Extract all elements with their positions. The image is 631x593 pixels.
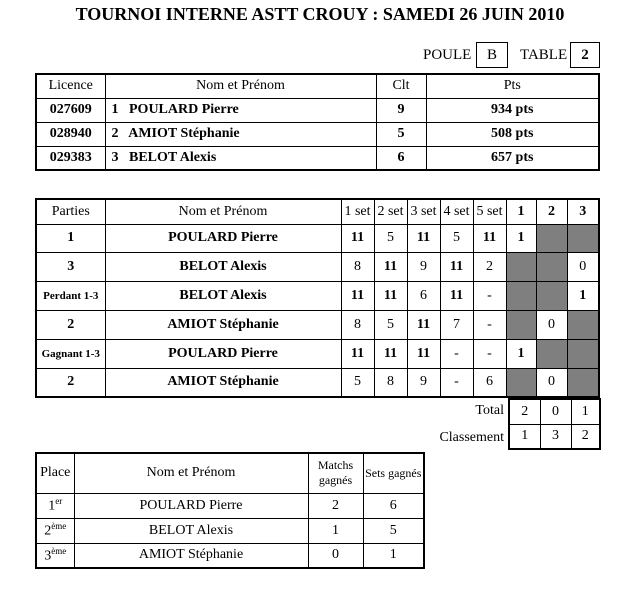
set-score: 11 (341, 224, 374, 252)
set-score: 11 (407, 310, 440, 339)
total-label: Total (475, 403, 504, 418)
match-row (36, 252, 599, 281)
header-set2: 2 set (374, 199, 407, 224)
header-col2: 2 (536, 199, 567, 224)
header-set4: 4 set (440, 199, 473, 224)
ranking-player: BELOT Alexis (74, 518, 308, 543)
set-score: 8 (341, 252, 374, 281)
set-score: 11 (374, 281, 407, 310)
set-score: 11 (407, 339, 440, 368)
set-score: 5 (374, 310, 407, 339)
set-score: 8 (341, 310, 374, 339)
set-score: 11 (440, 281, 473, 310)
set-score: 5 (374, 224, 407, 252)
set-score: 11 (407, 224, 440, 252)
header-set3: 3 set (407, 199, 440, 224)
table-label: TABLE (520, 47, 568, 63)
sets-gagnes: 6 (363, 493, 424, 518)
match-player: AMIOT Stéphanie (105, 310, 341, 339)
set-score: 9 (407, 252, 440, 281)
result-cell-blocked (536, 252, 567, 281)
table-value: 2 (570, 42, 600, 68)
pts: 508 pts (426, 122, 599, 146)
result-cell-blocked (506, 310, 536, 339)
set-score: - (473, 339, 506, 368)
set-score: 11 (341, 339, 374, 368)
result-cell-blocked (567, 368, 599, 397)
ranking-row (36, 493, 424, 518)
match-row (36, 310, 599, 339)
result-cell-blocked (567, 310, 599, 339)
place: 3ème (36, 543, 74, 568)
party-label: Gagnant 1-3 (36, 339, 105, 368)
header-clt: Clt (376, 74, 426, 98)
set-score: 7 (440, 310, 473, 339)
pts: 934 pts (426, 98, 599, 122)
header-place: Place (36, 453, 74, 493)
poule-value: B (476, 42, 508, 68)
header-parties: Parties (36, 199, 105, 224)
matchs-gagnes: 2 (308, 493, 363, 518)
total-value: 0 (540, 399, 571, 424)
header-nom: Nom et Prénom (105, 74, 376, 98)
classement-value: 2 (571, 424, 600, 449)
total-value: 1 (571, 399, 600, 424)
party-label: 2 (36, 368, 105, 397)
header-nom: Nom et Prénom (74, 453, 308, 493)
match-row (36, 368, 599, 397)
set-score: 9 (407, 368, 440, 397)
set-score: - (440, 368, 473, 397)
licence: 028940 (36, 122, 105, 146)
match-player: BELOT Alexis (105, 252, 341, 281)
party-label: 1 (36, 224, 105, 252)
match-row (36, 281, 599, 310)
party-label: 2 (36, 310, 105, 339)
result-cell-blocked (567, 224, 599, 252)
set-score: 11 (473, 224, 506, 252)
player-name: 1 POULARD Pierre (105, 98, 376, 122)
set-score: 11 (374, 252, 407, 281)
clt: 6 (376, 146, 426, 170)
matchs-gagnes: 1 (308, 518, 363, 543)
match-player: POULARD Pierre (105, 339, 341, 368)
result-cell: 0 (567, 252, 599, 281)
ranking-row (36, 518, 424, 543)
party-label: 3 (36, 252, 105, 281)
match-row (36, 339, 599, 368)
player-name: 2 AMIOT Stéphanie (105, 122, 376, 146)
ranking-player: POULARD Pierre (74, 493, 308, 518)
header-pts: Pts (426, 74, 599, 98)
header-set5: 5 set (473, 199, 506, 224)
header-matchs: Matchs gagnés (308, 453, 363, 493)
header-col1: 1 (506, 199, 536, 224)
classement-label: Classement (439, 430, 504, 445)
ranking-row (36, 543, 424, 568)
classement-value: 3 (540, 424, 571, 449)
player-row (36, 98, 599, 122)
result-cell-blocked (506, 252, 536, 281)
player-name: 3 BELOT Alexis (105, 146, 376, 170)
classement-value: 1 (509, 424, 540, 449)
set-score: 6 (407, 281, 440, 310)
result-cell-blocked (536, 224, 567, 252)
set-score: 5 (341, 368, 374, 397)
total-value: 2 (509, 399, 540, 424)
set-score: 11 (440, 252, 473, 281)
result-cell: 0 (536, 310, 567, 339)
header-licence: Licence (36, 74, 105, 98)
set-score: 8 (374, 368, 407, 397)
players-table (35, 73, 600, 171)
party-label: Perdant 1-3 (36, 281, 105, 310)
matches-table (35, 198, 600, 398)
player-row (36, 146, 599, 170)
place: 2ème (36, 518, 74, 543)
result-cell: 1 (506, 339, 536, 368)
result-cell: 1 (506, 224, 536, 252)
set-score: - (473, 310, 506, 339)
totals-table (508, 398, 601, 450)
ranking-table (35, 452, 425, 569)
set-score: - (473, 281, 506, 310)
player-row (36, 122, 599, 146)
result-cell-blocked (536, 281, 567, 310)
licence: 027609 (36, 98, 105, 122)
set-score: 11 (374, 339, 407, 368)
result-cell: 1 (567, 281, 599, 310)
set-score: 6 (473, 368, 506, 397)
page-title: TOURNOI INTERNE ASTT CROUY : SAMEDI 26 JUIN 2010 (75, 4, 565, 24)
set-score: - (440, 339, 473, 368)
clt: 9 (376, 98, 426, 122)
header-nom: Nom et Prénom (105, 199, 341, 224)
header-set1: 1 set (341, 199, 374, 224)
header-sets: Sets gagnés (363, 453, 424, 493)
set-score: 5 (440, 224, 473, 252)
header-col3: 3 (567, 199, 599, 224)
place: 1er (36, 493, 74, 518)
match-player: AMIOT Stéphanie (105, 368, 341, 397)
matchs-gagnes: 0 (308, 543, 363, 568)
ranking-player: AMIOT Stéphanie (74, 543, 308, 568)
licence: 029383 (36, 146, 105, 170)
poule-label: POULE (423, 47, 472, 63)
clt: 5 (376, 122, 426, 146)
result-cell-blocked (567, 339, 599, 368)
result-cell-blocked (506, 281, 536, 310)
pts: 657 pts (426, 146, 599, 170)
match-row (36, 224, 599, 252)
set-score: 11 (341, 281, 374, 310)
result-cell-blocked (506, 368, 536, 397)
match-player: POULARD Pierre (105, 224, 341, 252)
set-score: 2 (473, 252, 506, 281)
sets-gagnes: 5 (363, 518, 424, 543)
result-cell: 0 (536, 368, 567, 397)
result-cell-blocked (536, 339, 567, 368)
sets-gagnes: 1 (363, 543, 424, 568)
match-player: BELOT Alexis (105, 281, 341, 310)
